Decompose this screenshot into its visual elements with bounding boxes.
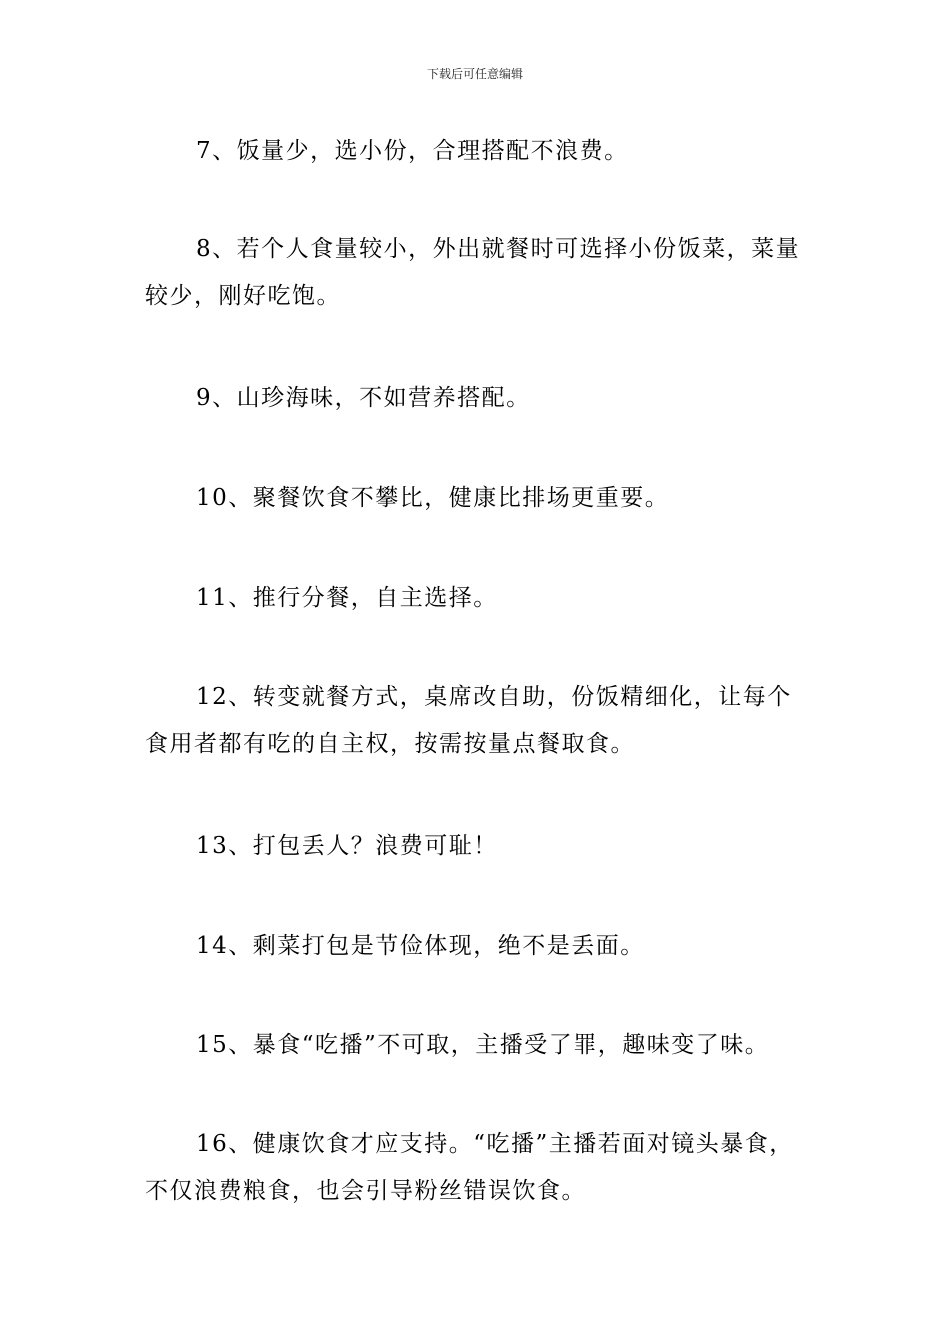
paragraph-12: 12、转变就餐方式，桌席改自助，份饭精细化，让每个食用者都有吃的自主权，按需按量点餐取食。: [145, 684, 792, 757]
paragraph-9: 9、山珍海味，不如营养搭配。: [196, 385, 531, 411]
paragraph-7: 7、饭量少，选小份，合理搭配不浪费。: [196, 138, 629, 164]
page-header: 下载后可任意编辑: [426, 67, 523, 81]
paragraph-16: 16、健康饮食才应支持。“吃播”主播若面对镜头暴食，不仅浪费粮食，也会引导粉丝错误饮食。: [145, 1131, 794, 1204]
paragraph-15: 15、暴食“吃播”不可取，主播受了罪，趣味变了味。: [196, 1032, 770, 1058]
paragraph-14: 14、剩菜打包是节俭体现，绝不是丢面。: [196, 933, 645, 959]
paragraph-11: 11、推行分餐，自主选择。: [196, 585, 498, 611]
paragraph-8: 8、若个人食量较小，外出就餐时可选择小份饭菜，菜量较少，刚好吃饱。: [145, 236, 801, 309]
paragraph-13: 13、打包丢人？浪费可耻！: [196, 833, 498, 859]
paragraph-10: 10、聚餐饮食不攀比，健康比排场更重要。: [196, 485, 670, 511]
